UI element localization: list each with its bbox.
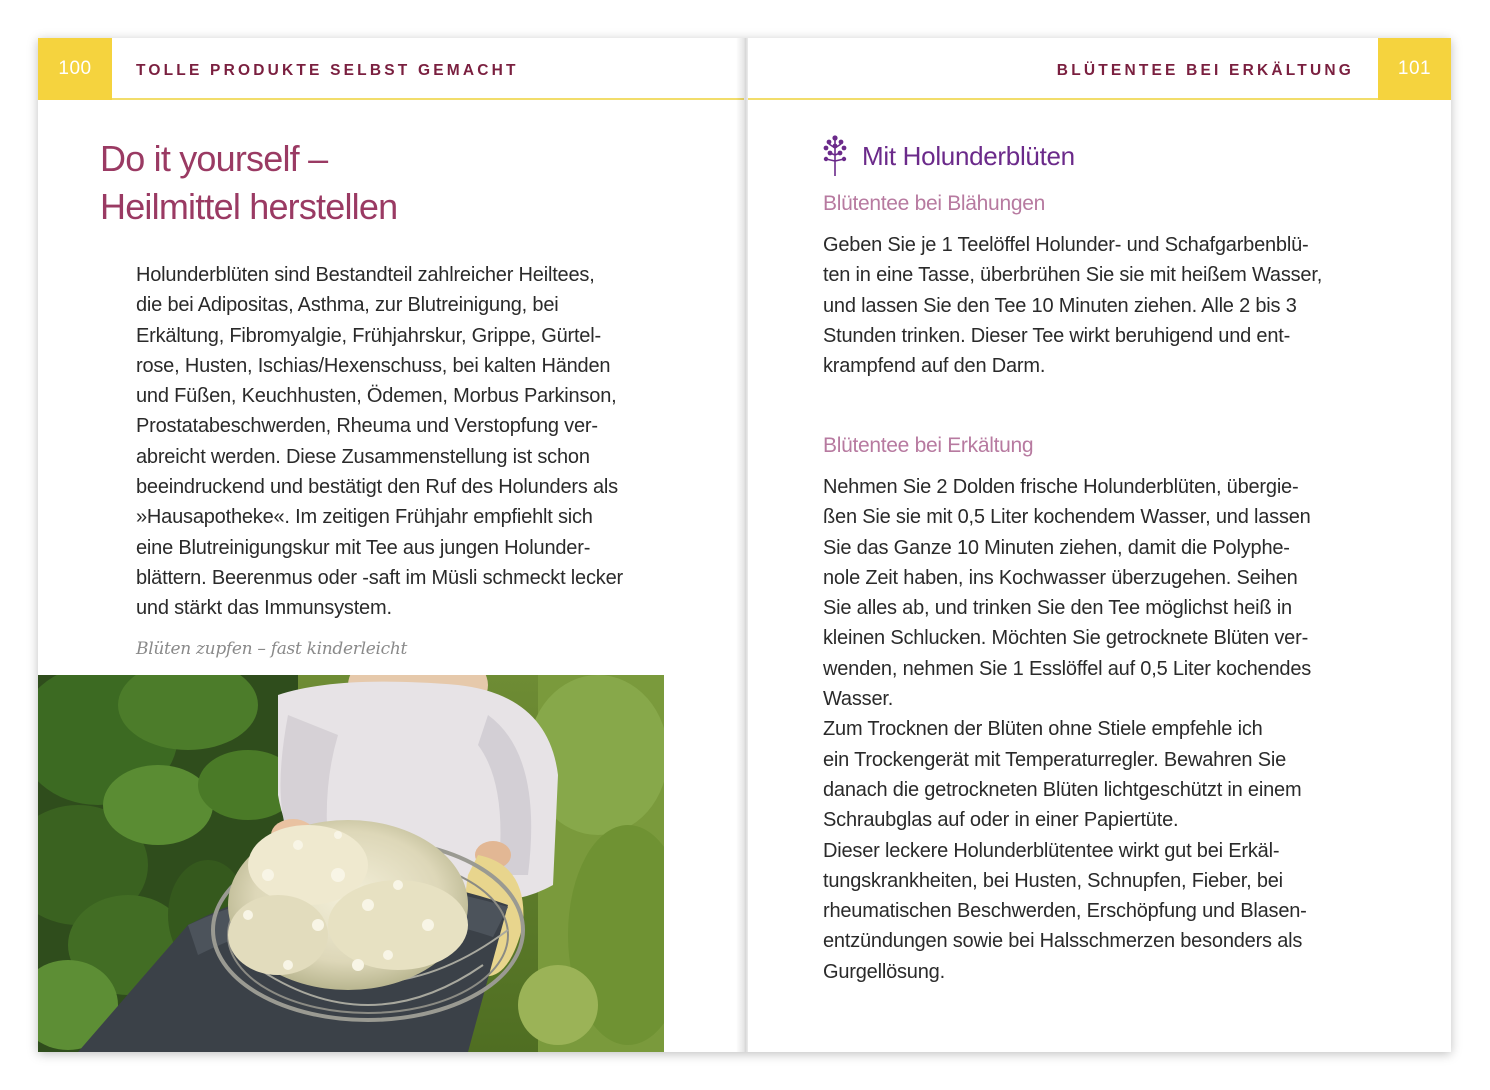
body-line: die bei Adipositas, Asthma, zur Blutreinigung, bei — [136, 294, 559, 317]
body-line: Stunden trinken. Dieser Tee wirkt beruhigend und ent- — [823, 324, 1291, 347]
body-line: rheumatischen Beschwerden, Erschöpfung und Blasen- — [823, 900, 1307, 923]
section-title: Mit Holunderblüten — [862, 140, 1075, 171]
body-line: krampfend auf den Darm. — [823, 355, 1046, 378]
body-line: und stärkt das Immunsystem. — [136, 597, 392, 620]
body-line: ein Trockengerät mit Temperaturregler. Bewahren Sie — [823, 748, 1287, 771]
paragraph-erkaeltung — [823, 472, 1383, 987]
elderflower-sprig-icon — [822, 134, 848, 178]
body-line: Dieser leckere Holunderblütentee wirkt gut bei Erkäl- — [823, 839, 1280, 862]
body-line: nole Zeit haben, ins Kochwasser überzugehen. Seihen — [823, 566, 1298, 589]
page-number-left: 100 — [38, 38, 112, 100]
body-line: rose, Husten, Ischias/Hexenschuss, bei kalten Händen — [136, 354, 611, 377]
body-line: »Hausapotheke«. Im zeitigen Frühjahr empfiehlt sich — [136, 506, 593, 529]
body-line: Prostatabeschwerden, Rheuma und Verstopfung ver- — [136, 415, 598, 438]
body-line: Gurgellösung. — [823, 960, 945, 983]
left-page — [38, 38, 744, 1052]
body-line: Geben Sie je 1 Teelöffel Holunder- und Schafgarbenblü- — [823, 234, 1309, 256]
intro-paragraph — [136, 260, 676, 624]
body-line: und lassen Sie den Tee 10 Minuten ziehen. Alle 2 bis 3 — [823, 294, 1297, 317]
body-line: Sie alles ab, und trinken Sie den Tee möglichst heiß in — [823, 597, 1292, 620]
subheading-erkaeltung: Blütentee bei Erkältung — [823, 434, 1034, 457]
body-line: Holunderblüten sind Bestandteil zahlreicher Heiltees, — [136, 264, 595, 286]
body-line: Wasser. — [823, 688, 894, 711]
body-line: beeindruckend und bestätigt den Ruf des Holunders als — [136, 476, 618, 499]
body-line: Sie das Ganze 10 Minuten ziehen, damit die Polyphe- — [823, 536, 1290, 559]
body-line: Schraubglas auf oder in einer Papiertüte. — [823, 809, 1179, 832]
title-line: Do it yourself – — [100, 138, 328, 179]
body-line: abreicht werden. Diese Zusammenstellung ist schon — [136, 445, 590, 468]
body-line: und Füßen, Keuchhusten, Ödemen, Morbus Parkinson, — [136, 385, 617, 408]
header-rule-left — [112, 98, 744, 100]
body-line: Erkältung, Fibromyalgie, Frühjahrskur, Grippe, Gürtel- — [136, 324, 601, 347]
subheading-blaehungen: Blütentee bei Blähungen — [823, 192, 1045, 215]
body-line: wenden, nehmen Sie 1 Esslöffel auf 0,5 Liter kochendes — [823, 657, 1312, 680]
body-line: Nehmen Sie 2 Dolden frische Holunderblüten, übergie- — [823, 476, 1299, 498]
body-line: eine Blutreinigungskur mit Tee aus jungen Holunder- — [136, 536, 591, 559]
body-line: danach die getrockneten Blüten lichtgeschützt in einem — [823, 778, 1302, 801]
body-line: Zum Trocknen der Blüten ohne Stiele empfehle ich — [823, 718, 1263, 741]
body-line: blättern. Beerenmus oder -saft im Müsli schmeckt lecker — [136, 566, 623, 589]
body-line: kleinen Schlucken. Möchten Sie getrocknete Blüten ver- — [823, 627, 1309, 650]
right-page — [748, 38, 1451, 1052]
body-line: entzündungen sowie bei Halsschmerzen besonders als — [823, 930, 1303, 953]
running-head-right: BLÜTENTEE BEI ERKÄLTUNG — [1056, 62, 1354, 79]
photo-caption: Blüten zupfen – fast kinderleicht — [136, 639, 407, 659]
paragraph-blaehungen — [823, 230, 1383, 381]
body-line: ten in eine Tasse, überbrühen Sie sie mit heißem Wasser, — [823, 264, 1323, 287]
body-line: tungskrankheiten, bei Husten, Schnupfen, Fieber, bei — [823, 869, 1283, 892]
book-spread — [38, 38, 1451, 1052]
header-rule-right — [748, 98, 1378, 100]
running-head-left: TOLLE PRODUKTE SELBST GEMACHT — [136, 62, 519, 79]
section-header — [822, 134, 1075, 178]
page-title — [100, 135, 660, 231]
page-number-right: 101 — [1378, 38, 1451, 100]
title-line: Heilmittel herstellen — [100, 186, 398, 227]
body-line: ßen Sie sie mit 0,5 Liter kochendem Wasser, und lassen — [823, 506, 1311, 529]
photo-child-picking-elderflowers — [38, 675, 664, 1052]
